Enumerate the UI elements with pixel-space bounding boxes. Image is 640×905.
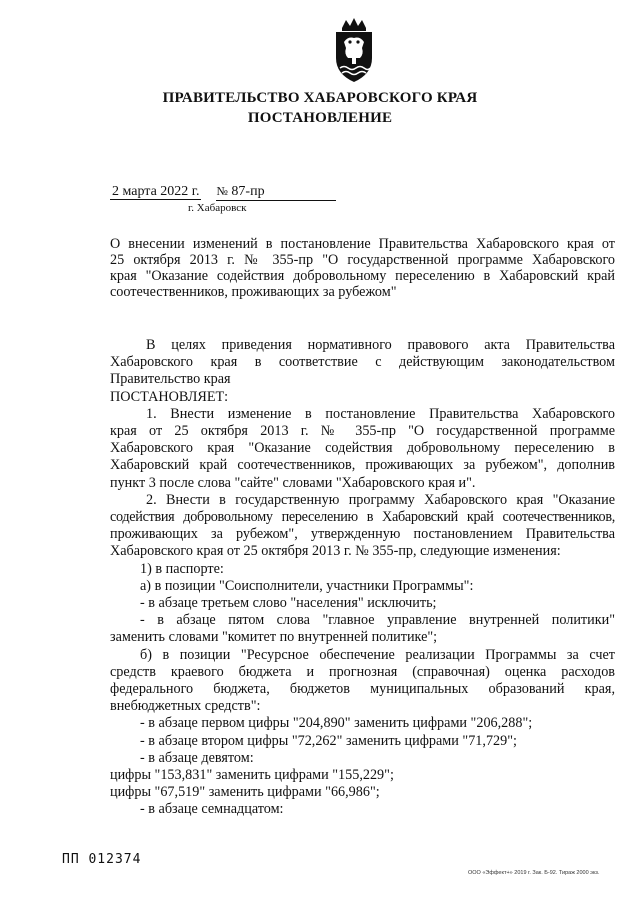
body-line: внебюджетных средств":: [110, 698, 261, 715]
document-body: [110, 337, 615, 819]
document-subject: [110, 236, 615, 300]
body-line: Хабаровского края от 25 октября 2013 г. № 355-пр, следующие изменения:: [110, 543, 561, 560]
body-line: В целях приведения нормативного правового акта Правительства: [146, 337, 615, 353]
body-line: б) в позиции "Ресурсное обеспечение реализации Программы за счет: [140, 646, 615, 663]
body-line: цифры "67,519" заменить цифрами "66,986";: [110, 784, 380, 801]
body-line: ПОСТАНОВЛЯЕТ:: [110, 388, 229, 405]
document-date: 2 марта 2022 г.: [112, 184, 200, 199]
document-number: 87-пр: [231, 184, 265, 199]
body-line: 1) в паспорте:: [140, 560, 224, 577]
date-number-line: [110, 184, 336, 201]
body-line: - в абзаце пятом слова "главное управление внутренней политики": [140, 612, 615, 629]
subject-line: 25 октября 2013 г. № 355-пр "О государственной программе Хабаровского: [110, 252, 615, 268]
body-line: средств краевого бюджета и прогнозная (справочная) оценка расходов: [110, 663, 615, 680]
government-title: ПРАВИТЕЛЬСТВО ХАБАРОВСКОГО КРАЯ: [162, 90, 478, 106]
body-line: а) в позиции "Соисполнители, участники Программы":: [140, 577, 474, 594]
body-line: - в абзаце втором цифры "72,262" заменить цифрами "71,729";: [140, 732, 517, 749]
body-line: цифры "153,831" заменить цифрами "155,229";: [110, 767, 394, 784]
body-line: федерального бюджета, бюджетов муниципальных образований края,: [110, 681, 615, 698]
body-line: пункт 3 после слова "сайте" словами "Хабаровского края и".: [110, 474, 476, 491]
body-line: проживающих за рубежом", утвержденную постановлением Правительства: [110, 526, 615, 543]
subject-line: соотечественников, проживающих за рубежом": [110, 284, 397, 300]
body-line: Хабаровского края в соответствие с действующим законодательством: [110, 354, 615, 371]
body-line: Хабаровского края "Оказание содействия добровольному переселению в: [110, 440, 615, 457]
number-sign: №: [216, 184, 228, 198]
body-line: - в абзаце девятом:: [140, 749, 254, 766]
body-line: содействия добровольному переселению в Хабаровский край соотечественников,: [110, 509, 615, 526]
city: г. Хабаровск: [188, 202, 247, 214]
body-line: 2. Внести в государственную программу Хабаровского края "Оказание: [146, 491, 615, 508]
body-line: края от 25 октября 2013 г. № 355-пр "О государственной программе: [110, 423, 615, 440]
body-line: Хабаровский край соотечественников, проживающих за рубежом", дополнив: [110, 457, 615, 474]
document-type: ПОСТАНОВЛЕНИЕ: [247, 110, 393, 126]
subject-line: края "Оказание содействия добровольному переселению в Хабаровский край: [110, 268, 615, 284]
body-line: заменить словами "комитет по внутренней политике";: [110, 629, 438, 646]
khabarovsk-coat-of-arms-icon: [330, 18, 378, 84]
body-line: Правительство края: [110, 371, 231, 388]
body-line: - в абзаце третьем слово "населения" исключить;: [140, 595, 437, 612]
subject-line: О внесении изменений в постановление Правительства Хабаровского края от: [110, 236, 615, 252]
body-line: - в абзаце семнадцатом:: [140, 801, 284, 818]
body-line: - в абзаце первом цифры "204,890" заменить цифрами "206,288";: [140, 715, 533, 732]
serial-number: ПП 012374: [62, 852, 142, 867]
body-line: 1. Внести изменение в постановление Правительства Хабаровского: [146, 405, 615, 422]
printer-imprint: ООО «Эффект+» 2019 г. Зак. Б-92. Тираж 2000 экз.: [468, 870, 600, 876]
